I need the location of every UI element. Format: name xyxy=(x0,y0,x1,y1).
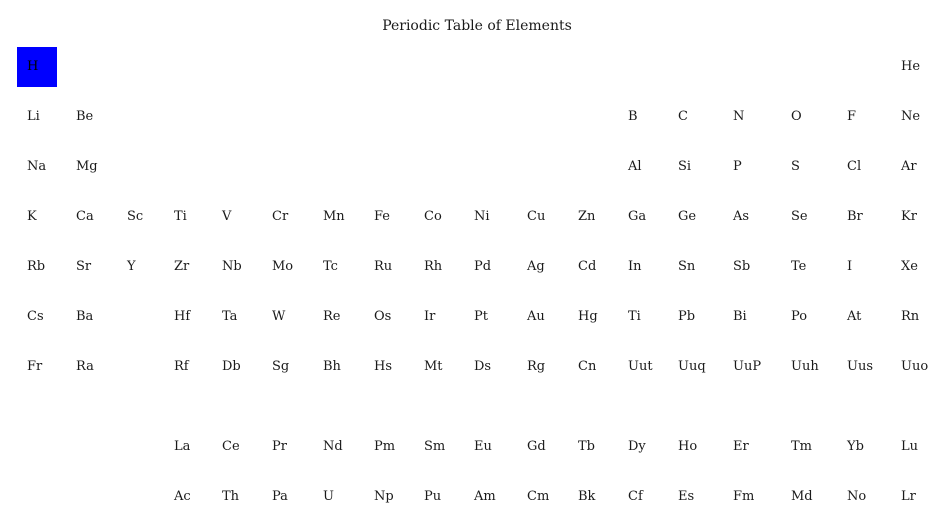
element-rf[interactable]: Rf xyxy=(174,359,189,374)
element-tc[interactable]: Tc xyxy=(323,259,338,274)
element-os[interactable]: Os xyxy=(374,309,392,324)
element-w[interactable]: W xyxy=(272,309,286,324)
element-uuh[interactable]: Uuh xyxy=(791,359,819,374)
element-lr[interactable]: Lr xyxy=(901,489,916,504)
element-rb[interactable]: Rb xyxy=(27,259,46,274)
element-ho[interactable]: Ho xyxy=(678,439,698,454)
page-title: Periodic Table of Elements xyxy=(382,18,572,34)
element-i[interactable]: I xyxy=(847,259,853,274)
element-ac[interactable]: Ac xyxy=(174,489,191,504)
element-rn[interactable]: Rn xyxy=(901,309,920,324)
element-c[interactable]: C xyxy=(678,109,688,124)
element-cr[interactable]: Cr xyxy=(272,209,289,224)
element-mt[interactable]: Mt xyxy=(424,359,443,374)
element-lu[interactable]: Lu xyxy=(901,439,919,454)
element-al[interactable]: Al xyxy=(628,159,642,174)
element-y[interactable]: Y xyxy=(127,259,136,274)
element-uup[interactable]: UuP xyxy=(733,359,762,374)
element-ds[interactable]: Ds xyxy=(474,359,492,374)
element-ag[interactable]: Ag xyxy=(527,259,545,274)
element-fm[interactable]: Fm xyxy=(733,489,755,504)
element-tm[interactable]: Tm xyxy=(791,439,812,454)
element-ge[interactable]: Ge xyxy=(678,209,697,224)
element-si[interactable]: Si xyxy=(678,159,692,174)
element-be[interactable]: Be xyxy=(76,109,94,124)
element-ga[interactable]: Ga xyxy=(628,209,647,224)
element-cl[interactable]: Cl xyxy=(847,159,862,174)
element-ce[interactable]: Ce xyxy=(222,439,240,454)
element-pa[interactable]: Pa xyxy=(272,489,288,504)
element-u[interactable]: U xyxy=(323,489,334,504)
element-es[interactable]: Es xyxy=(678,489,695,504)
element-eu[interactable]: Eu xyxy=(474,439,492,454)
element-dy[interactable]: Dy xyxy=(628,439,646,454)
element-hf[interactable]: Hf xyxy=(174,309,191,324)
element-ca[interactable]: Ca xyxy=(76,209,94,224)
element-at[interactable]: At xyxy=(847,309,862,324)
element-sr[interactable]: Sr xyxy=(76,259,92,274)
element-tb[interactable]: Tb xyxy=(578,439,595,454)
element-bi[interactable]: Bi xyxy=(733,309,747,324)
element-cf[interactable]: Cf xyxy=(628,489,643,504)
element-rg[interactable]: Rg xyxy=(527,359,546,374)
element-mg[interactable]: Mg xyxy=(76,159,98,174)
element-pt[interactable]: Pt xyxy=(474,309,488,324)
element-n[interactable]: N xyxy=(733,109,745,124)
element-pu[interactable]: Pu xyxy=(424,489,442,504)
element-pd[interactable]: Pd xyxy=(474,259,492,274)
element-ra[interactable]: Ra xyxy=(76,359,94,374)
element-th[interactable]: Th xyxy=(222,489,240,504)
element-br[interactable]: Br xyxy=(847,209,863,224)
element-te[interactable]: Te xyxy=(791,259,807,274)
element-se[interactable]: Se xyxy=(791,209,808,224)
element-s[interactable]: S xyxy=(791,159,800,174)
element-rh[interactable]: Rh xyxy=(424,259,443,274)
element-b[interactable]: B xyxy=(628,109,638,124)
element-db[interactable]: Db xyxy=(222,359,241,374)
element-ti[interactable]: Ti xyxy=(174,209,187,224)
element-bk[interactable]: Bk xyxy=(578,489,596,504)
element-uus[interactable]: Uus xyxy=(847,359,873,374)
element-pr[interactable]: Pr xyxy=(272,439,287,454)
element-mn[interactable]: Mn xyxy=(323,209,345,224)
element-in[interactable]: In xyxy=(628,259,642,274)
element-ti[interactable]: Ti xyxy=(628,309,641,324)
element-cd[interactable]: Cd xyxy=(578,259,597,274)
element-fr[interactable]: Fr xyxy=(27,359,43,374)
element-xe[interactable]: Xe xyxy=(901,259,918,274)
element-cm[interactable]: Cm xyxy=(527,489,550,504)
element-mo[interactable]: Mo xyxy=(272,259,294,274)
element-er[interactable]: Er xyxy=(733,439,749,454)
element-fe[interactable]: Fe xyxy=(374,209,391,224)
element-ar[interactable]: Ar xyxy=(901,159,917,174)
element-ni[interactable]: Ni xyxy=(474,209,490,224)
element-po[interactable]: Po xyxy=(791,309,808,324)
element-nb[interactable]: Nb xyxy=(222,259,242,274)
element-am[interactable]: Am xyxy=(474,489,496,504)
element-cn[interactable]: Cn xyxy=(578,359,597,374)
element-cs[interactable]: Cs xyxy=(27,309,44,324)
element-uuo[interactable]: Uuo xyxy=(901,359,929,374)
element-as[interactable]: As xyxy=(733,209,750,224)
element-gd[interactable]: Gd xyxy=(527,439,546,454)
element-sb[interactable]: Sb xyxy=(733,259,751,274)
element-k[interactable]: K xyxy=(27,209,37,224)
element-co[interactable]: Co xyxy=(424,209,442,224)
element-pb[interactable]: Pb xyxy=(678,309,696,324)
element-kr[interactable]: Kr xyxy=(901,209,917,224)
element-zr[interactable]: Zr xyxy=(174,259,190,274)
element-li[interactable]: Li xyxy=(27,109,40,124)
element-re[interactable]: Re xyxy=(323,309,341,324)
element-sn[interactable]: Sn xyxy=(678,259,696,274)
element-sm[interactable]: Sm xyxy=(424,439,446,454)
element-bh[interactable]: Bh xyxy=(323,359,341,374)
element-ne[interactable]: Ne xyxy=(901,109,921,124)
element-uut[interactable]: Uut xyxy=(628,359,653,374)
element-na[interactable]: Na xyxy=(27,159,47,174)
element-sc[interactable]: Sc xyxy=(127,209,144,224)
element-o[interactable]: O xyxy=(791,109,802,124)
element-uuq[interactable]: Uuq xyxy=(678,359,706,374)
element-f[interactable]: F xyxy=(847,109,857,124)
element-la[interactable]: La xyxy=(174,439,191,454)
element-pm[interactable]: Pm xyxy=(374,439,396,454)
element-v[interactable]: V xyxy=(222,209,232,224)
element-h[interactable]: H xyxy=(17,47,57,87)
element-hs[interactable]: Hs xyxy=(374,359,393,374)
element-ta[interactable]: Ta xyxy=(222,309,238,324)
element-yb[interactable]: Yb xyxy=(847,439,864,454)
element-he[interactable]: He xyxy=(901,59,921,74)
element-ba[interactable]: Ba xyxy=(76,309,94,324)
element-nd[interactable]: Nd xyxy=(323,439,343,454)
element-hg[interactable]: Hg xyxy=(578,309,598,324)
element-sg[interactable]: Sg xyxy=(272,359,290,374)
element-np[interactable]: Np xyxy=(374,489,394,504)
element-no[interactable]: No xyxy=(847,489,867,504)
element-zn[interactable]: Zn xyxy=(578,209,596,224)
element-ir[interactable]: Ir xyxy=(424,309,436,324)
element-ru[interactable]: Ru xyxy=(374,259,393,274)
element-au[interactable]: Au xyxy=(527,309,545,324)
element-md[interactable]: Md xyxy=(791,489,813,504)
element-p[interactable]: P xyxy=(733,159,742,174)
element-cu[interactable]: Cu xyxy=(527,209,546,224)
